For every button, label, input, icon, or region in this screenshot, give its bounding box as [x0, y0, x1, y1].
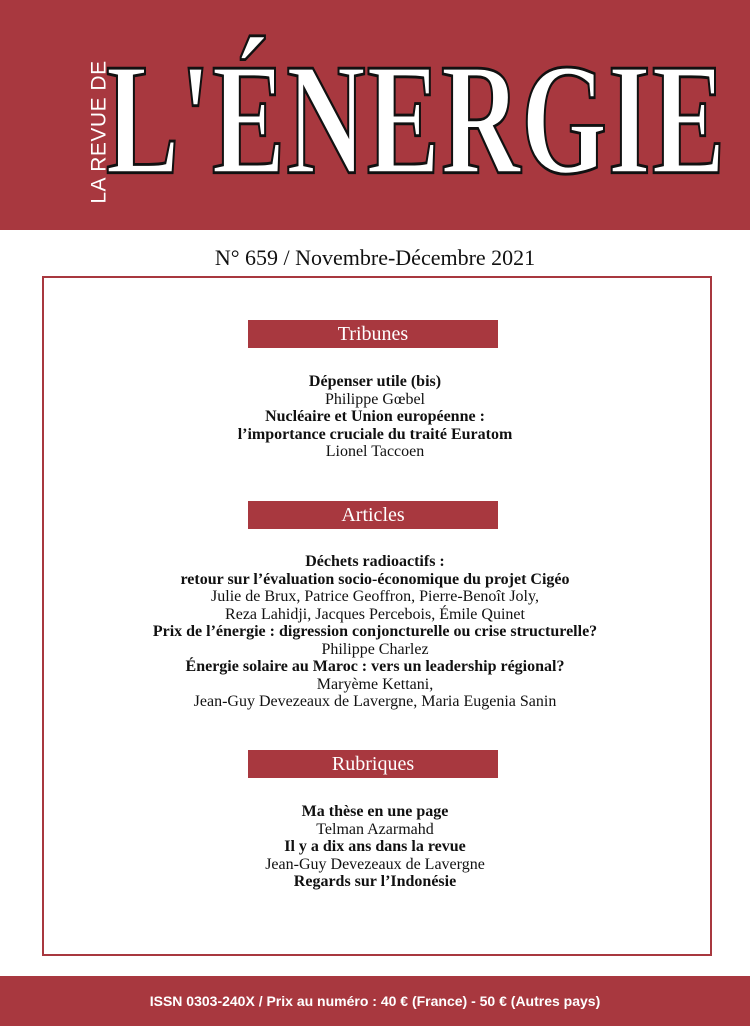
item-title: Ma thèse en une page	[301, 803, 449, 820]
item-authors: Philippe Gœbel	[325, 390, 425, 408]
item-authors: Reza Lahidji, Jacques Percebois, Émile Quinet	[225, 605, 525, 623]
rubriques-list	[0, 803, 750, 891]
issue-line: N° 659 / Novembre-Décembre 2021	[214, 245, 536, 270]
item-authors: Lionel Taccoen	[325, 443, 425, 460]
item-title: Nucléaire et Union européenne :	[265, 408, 485, 425]
item-authors: Jean-Guy Devezeaux de Lavergne, Maria Eugenia Sanin	[193, 693, 557, 710]
section-header-tribunes: Tribunes	[248, 320, 498, 348]
masthead-title	[105, 30, 727, 208]
masthead-band	[0, 0, 750, 230]
item-title: Déchets radioactifs :	[305, 553, 445, 570]
item-title-continued: l’importance cruciale du traité Euratom	[237, 425, 513, 443]
section-header-rubriques: Rubriques	[248, 750, 498, 778]
item-title: Énergie solaire au Maroc : vers un leadership régional?	[185, 658, 565, 675]
item-title-continued: retour sur l’évaluation socio-économique du projet Cigéo	[180, 570, 570, 588]
item-authors: Julie de Brux, Patrice Geoffron, Pierre-Benoît Joly,	[211, 588, 539, 605]
tribunes-list	[0, 373, 750, 461]
item-title: Prix de l’énergie : digression conjoncturelle ou crise structurelle?	[152, 623, 598, 640]
item-title: Regards sur l’Indonésie	[293, 873, 457, 890]
footer-text: ISSN 0303-240X / Prix au numéro : 40 € (France) - 50 € (Autres pays)	[149, 993, 601, 1009]
item-authors: Maryème Kettani,	[316, 675, 434, 693]
articles-list	[0, 553, 750, 711]
section-header-articles: Articles	[248, 501, 498, 529]
footer-band	[0, 976, 750, 1026]
item-authors: Philippe Charlez	[321, 640, 429, 658]
item-authors: Jean-Guy Devezeaux de Lavergne	[265, 855, 485, 873]
journal-title: L'ÉNERGIE	[105, 30, 727, 208]
item-title: Dépenser utile (bis)	[308, 373, 442, 390]
side-label-text: LA REVUE DE	[88, 60, 112, 204]
item-title: Il y a dix ans dans la revue	[284, 838, 466, 855]
item-authors: Telman Azarmahd	[316, 820, 434, 838]
